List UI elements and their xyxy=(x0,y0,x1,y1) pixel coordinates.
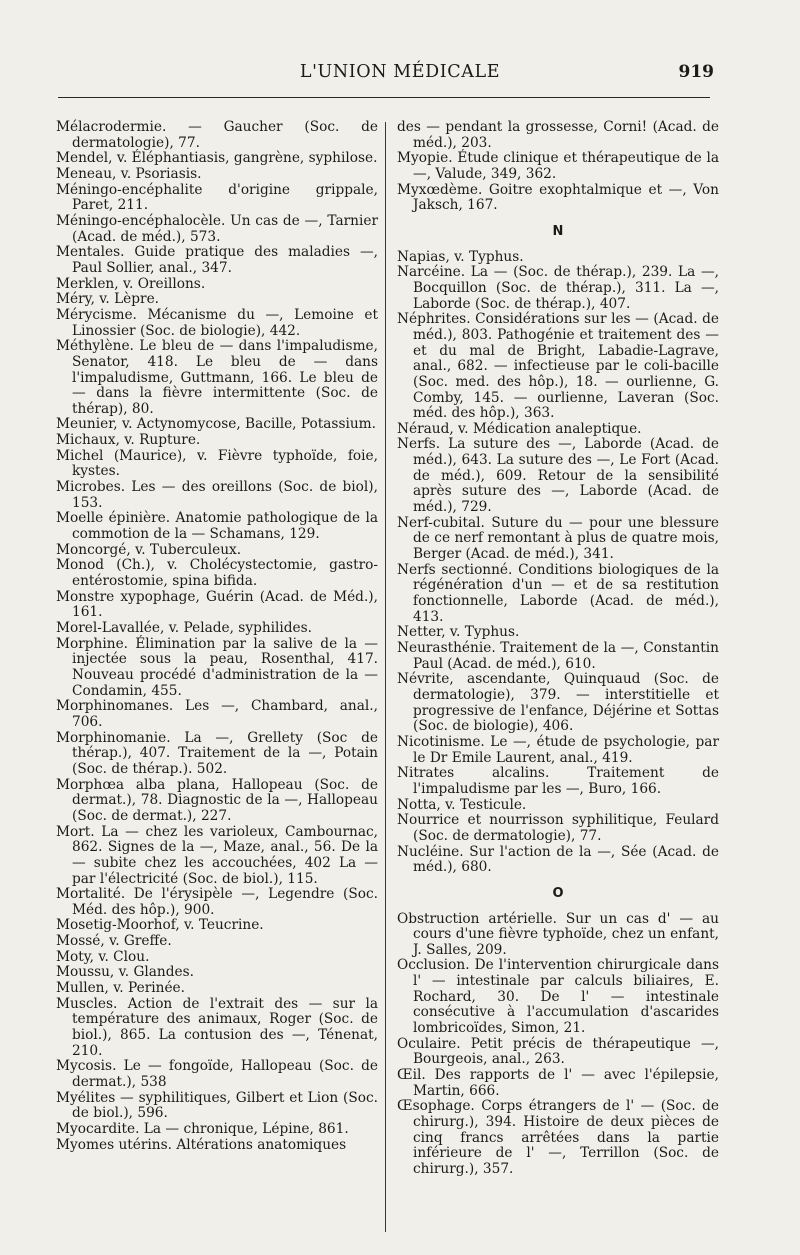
index-entry: Meneau, v. Psoriasis. xyxy=(56,165,202,182)
column-divider xyxy=(385,122,386,1232)
index-entry: Mossé, v. Greffe. xyxy=(56,933,172,950)
section-letter-n: N xyxy=(552,223,564,239)
index-entry: Occlusion. De l'intervention chirurgicale dans l' — intestinale par calculs biliaires, E. Rochard, 30. De l' — intestinale consécutive à l'accumulation d'ascarides lombricoïdes, Simon, 21. xyxy=(397,957,719,1037)
index-entry: Méry, v. Lèpre. xyxy=(56,291,160,308)
index-entry: Meunier, v. Actynomycose, Bacille, Potassium. xyxy=(56,416,377,433)
index-entry: Neurasthénie. Traitement de la —, Constantin Paul (Acad. de méd.), 610. xyxy=(397,640,719,672)
index-entry: Nitrates alcalins. Traitement de l'impaludisme par les —, Buro, 166. xyxy=(397,765,719,797)
index-entry: Merklen, v. Oreillons. xyxy=(56,275,206,292)
index-entry: Moelle épinière. Anatomie pathologique de la commotion de la — Schamans, 129. xyxy=(56,510,378,543)
index-entry: Netter, v. Typhus. xyxy=(397,624,520,641)
section-n-entries xyxy=(397,250,719,876)
index-entry: Microbes. Les — des oreillons (Soc. de biol), 153. xyxy=(56,479,378,511)
index-entry: Myopie. Étude clinique et thérapeutique de la —, Valude, 349, 362. xyxy=(397,150,719,182)
index-entry: Nerfs. La suture des —, Laborde (Acad. de méd.), 643. La suture des —, Le Fort (Acad. de méd.), 609. Retour de la sensibilité après suture des —, Laborde (Acad. de méd.), 729. xyxy=(397,436,719,516)
right-column-continuation xyxy=(397,120,719,214)
index-entry: Nourrice et nourrisson syphilitique, Feulard (Soc. de dermatologie), 77. xyxy=(397,812,719,844)
index-entry: Michel (Maurice), v. Fièvre typhoïde, foie, kystes. xyxy=(56,447,378,480)
index-entry: Mycosis. Le — fongoïde, Hallopeau (Soc. de dermat.), 538 xyxy=(56,1058,378,1091)
index-entry: Myomes utérins. Altérations anatomiques xyxy=(56,1136,347,1153)
index-entry: Mort. La — chez les varioleux, Cambournac, 862. Signes de la —, Maze, anal., 56. De la — subite chez les accouchées, 402 La — par l'électricité (Soc. de biol.), 115. xyxy=(56,823,378,887)
index-entry: Morel-Lavallée, v. Pelade, syphilides. xyxy=(56,620,313,636)
index-entry: Nerf-cubital. Suture du — pour une blessure de ce nerf remontant à plus de quatre mois, Berger (Acad. de méd.), 341. xyxy=(397,514,719,563)
index-entry: Mendel, v. Éléphantiasis, gangrène, syphilose. xyxy=(56,150,378,167)
index-entry: Morphœa alba plana, Hallopeau (Soc. de dermat.), 78. Diagnostic de la —, Hallopeau (Soc. de dermat.), 227. xyxy=(56,776,378,824)
index-entry: Méningo-encéphalocèle. Un cas de —, Tarnier (Acad. de méd.), 573. xyxy=(56,212,378,245)
index-entry: Myocardite. La — chronique, Lépine, 861. xyxy=(56,1121,349,1137)
index-entry: Néraud, v. Médication analeptique. xyxy=(397,420,642,437)
index-entry: Moncorgé, v. Tuberculeux. xyxy=(56,541,242,558)
header-rule xyxy=(58,97,710,98)
running-head xyxy=(0,62,800,92)
index-entry: Méningo-encéphalite d'origine grippale, Paret, 211. xyxy=(56,181,378,214)
index-entry: Obstruction artérielle. Sur un cas d' — au cours d'une fièvre typhoïde, chez un enfant, J. Salles, 209. xyxy=(397,910,719,958)
index-entry: Nerfs sectionné. Conditions biologiques de la régénération d'un — et de sa restitution fonctionnelle, Laborde (Acad. de méd.), 413. xyxy=(397,561,719,625)
index-entry: Monstre xypophage, Guérin (Acad. de Méd.), 161. xyxy=(56,588,378,621)
index-entry: Mérycisme. Mécanisme du —, Lemoine et Linossier (Soc. de biologie), 442. xyxy=(56,306,378,339)
index-entry: des — pendant la grossesse, Corni! (Acad. de méd.), 203. xyxy=(397,119,719,151)
index-entry: Œil. Des rapports de l' — avec l'épilepsie, Martin, 666. xyxy=(397,1067,719,1099)
index-entry: Mélacrodermie. — Gaucher (Soc. de dermatologie), 77. xyxy=(56,119,378,151)
right-column xyxy=(397,120,719,1178)
index-entry: Napias, v. Typhus. xyxy=(397,248,524,265)
index-entry: Oculaire. Petit précis de thérapeutique —, Bourgeois, anal., 263. xyxy=(397,1035,719,1068)
index-entry: Notta, v. Testicule. xyxy=(397,796,527,813)
section-o-entries xyxy=(397,912,719,1178)
index-entry: Mosetig-Moorhof, v. Teucrine. xyxy=(56,917,264,934)
page-number: 919 xyxy=(678,62,714,82)
running-title: L'UNION MÉDICALE xyxy=(299,62,501,82)
index-entry: Mortalité. De l'érysipèle —, Legendre (Soc. Méd. des hôp.), 900. xyxy=(56,886,378,918)
index-entry: Morphinomanie. La —, Grellety (Soc de thérap.), 407. Traitement de la —, Potain (Soc. de thérap.). 502. xyxy=(56,729,378,777)
index-entry: Myxœdème. Goitre exophtalmique et —, Von Jaksch, 167. xyxy=(397,181,719,214)
index-entry: Muscles. Action de l'extrait des — sur la température des animaux, Roger (Soc. de biol.), 865. La contusion des —, Ténenat, 210. xyxy=(56,995,378,1059)
index-entry: Moussu, v. Glandes. xyxy=(56,964,194,981)
index-entry: Myélites — syphilitiques, Gilbert et Lion (Soc. de biol.), 596. xyxy=(56,1089,378,1122)
index-entry: Morphine. Élimination par la salive de la — injectée sous la peau, Rosenthal, 417. Nouveau procédé d'administration de la — Condamin, 455. xyxy=(56,635,378,699)
index-entry: Michaux, v. Rupture. xyxy=(56,432,201,449)
index-entry: Néphrites. Considérations sur les — (Acad. de méd.), 803. Pathogénie et traitement des — et du mal de Bright, Labadie-Lagrave, anal., 682. — infectieuse par le coli-bacille (Soc. med. des hôp.), 18. — ourlienne, G. Comby, 145. — ourlienne, Laveran (Soc. méd. des hôp.), 363. xyxy=(397,311,719,422)
index-entry: Mentales. Guide pratique des maladies —, Paul Sollier, anal., 347. xyxy=(56,244,378,276)
section-letter-o: O xyxy=(552,885,564,901)
index-entry: Monod (Ch.), v. Cholécystectomie, gastro-entérostomie, spina bifida. xyxy=(56,557,378,590)
index-entry: Narcéine. La — (Soc. de thérap.), 239. La —, Bocquillon (Soc. de thérap.), 311. La —, Laborde (Soc. de thérap.), 407. xyxy=(397,264,719,312)
index-entry: Névrite, ascendante, Quinquaud (Soc. de dermatologie), 379. — interstitielle et progressive de l'enfance, Déjérine et Sottas (Soc. de biologie), 406. xyxy=(397,671,719,735)
index-entry: Morphinomanes. Les —, Chambard, anal., 706. xyxy=(56,698,378,730)
index-entry: Mullen, v. Perinée. xyxy=(56,980,185,997)
index-entry: Méthylène. Le bleu de — dans l'impaludisme, Senator, 418. Le bleu de — dans l'impaludisme, Guttmann, 166. Le bleu de — dans la fièvre intermittente (Soc. de thérap), 80. xyxy=(56,338,378,417)
index-entry: Nucléine. Sur l'action de la —, Sée (Acad. de méd.), 680. xyxy=(397,843,719,876)
index-entry: Œsophage. Corps étrangers de l' — (Soc. de chirurg.), 394. Histoire de deux pièces de cinq francs arrêtées dans la partie inférieure de l' —, Terrillon (Soc. de chirurg.), 357. xyxy=(397,1098,719,1177)
left-column xyxy=(56,120,378,1153)
index-entry: Moty, v. Clou. xyxy=(56,948,150,965)
index-entry: Nicotinisme. Le —, étude de psychologie, par le Dr Emile Laurent, anal., 419. xyxy=(397,733,719,766)
